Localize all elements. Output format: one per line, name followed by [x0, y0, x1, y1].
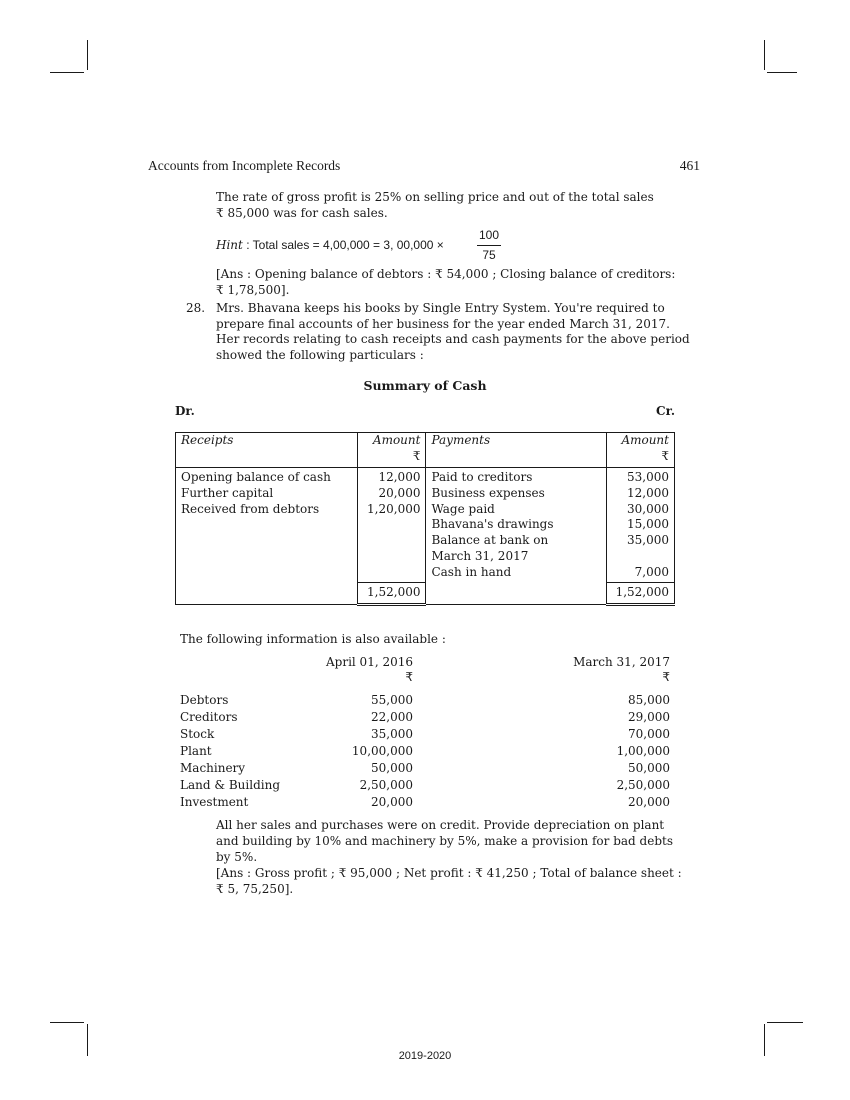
payments-column: [426, 468, 607, 583]
payment-amount-column: [607, 468, 675, 583]
crop-mark: [50, 72, 84, 73]
payment-label: Cash in hand: [431, 564, 512, 579]
receipt-amount: 20,000: [378, 485, 421, 500]
info-value-april: 35,000: [371, 727, 413, 741]
question-line: Mrs. Bhavana keeps his books by Single Entry System. You're required to: [216, 301, 665, 315]
crop-mark: [87, 40, 88, 70]
info-label: Land & Building: [180, 778, 280, 792]
cash-summary-title: Summary of Cash: [363, 378, 487, 393]
payment-label: Paid to creditors: [431, 470, 533, 484]
question-line: showed the following particulars :: [216, 348, 424, 362]
receipt-label: Received from debtors: [181, 501, 320, 516]
info-value-april: 50,000: [371, 761, 413, 775]
payment-label: Wage paid: [431, 501, 495, 516]
info-value-march: 70,000: [628, 727, 670, 741]
crop-mark: [764, 40, 765, 70]
payment-amount: 30,000: [627, 501, 669, 516]
info-value-april: 20,000: [371, 795, 413, 809]
col1-currency: ₹: [405, 670, 413, 684]
intro-line-2: ₹ 85,000 was for cash sales.: [216, 206, 388, 220]
receipt-label: Further capital: [181, 485, 274, 500]
debit-marker: Dr.: [175, 404, 195, 418]
col2-currency: ₹: [662, 670, 670, 684]
payment-amount: [612, 549, 669, 565]
info-value-april: 2,50,000: [359, 778, 413, 792]
col1-header: April 01, 2016: [325, 655, 413, 669]
closing-answer-line-2: ₹ 5, 75,250].: [216, 882, 294, 896]
fraction-bar: [477, 245, 501, 246]
hint-text: : Total sales = 4,00,000 = 3, 00,000 ×: [242, 238, 444, 252]
info-value-march: 20,000: [628, 795, 670, 809]
question-line: prepare final accounts of her business for the year ended March 31, 2017.: [216, 317, 670, 331]
info-value-march: 2,50,000: [616, 778, 670, 792]
payment-amount: 7,000: [634, 564, 669, 579]
closing-line: All her sales and purchases were on credit. Provide depreciation on plant: [216, 818, 665, 832]
info-row: [180, 761, 670, 778]
info-value-april: 55,000: [371, 693, 413, 707]
payment-amount: 15,000: [627, 517, 669, 532]
total-receipts: 1,52,000: [358, 582, 426, 605]
amount-header: Amount ₹: [607, 433, 675, 468]
info-row: [180, 778, 670, 795]
closing-line: by 5%.: [216, 850, 258, 864]
payment-label: Bhavana's drawings: [431, 517, 554, 532]
crop-mark: [50, 1022, 84, 1023]
info-value-march: 1,00,000: [616, 744, 670, 758]
credit-marker: Cr.: [656, 404, 675, 418]
running-header-title: Accounts from Incomplete Records: [148, 158, 341, 173]
hint-formula: [216, 237, 444, 253]
info-value-april: 22,000: [371, 710, 413, 724]
footer-year: 2019-2020: [398, 1050, 452, 1062]
col2-header: March 31, 2017: [573, 655, 670, 669]
hint-numerator: 100: [478, 228, 500, 242]
info-row: [180, 744, 670, 761]
crop-mark: [767, 1022, 803, 1023]
info-value-march: 29,000: [628, 710, 670, 724]
info-label: Stock: [180, 727, 215, 741]
closing-answer-line-1: [Ans : Gross profit ; ₹ 95,000 ; Net profit : ₹ 41,250 ; Total of balance sheet :: [216, 866, 682, 880]
payment-label: Business expenses: [431, 485, 545, 500]
info-label: Debtors: [180, 693, 229, 707]
receipt-amount: 1,20,000: [367, 501, 421, 516]
payments-header: Payments: [426, 433, 607, 468]
page-number: 461: [679, 158, 700, 173]
receipt-amount: 12,000: [378, 470, 421, 484]
cash-summary-table: [175, 432, 675, 606]
table-body: [176, 468, 675, 583]
table-header-row: [176, 433, 675, 468]
info-row: [180, 710, 670, 727]
info-value-march: 85,000: [628, 693, 670, 707]
hint-label: Hint: [216, 238, 243, 252]
info-label: Investment: [180, 795, 249, 809]
intro-line-1: The rate of gross profit is 25% on selling price and out of the total sales: [216, 190, 654, 204]
info-row: [180, 795, 670, 812]
payment-label: Balance at bank on: [431, 533, 549, 548]
receipts-header: Receipts: [176, 433, 358, 468]
info-label: Plant: [180, 744, 212, 758]
info-row: [180, 693, 670, 710]
receipt-amount-column: [358, 468, 426, 583]
closing-line: and building by 10% and machinery by 5%, make a provision for bad debts: [216, 834, 673, 848]
amount-header: Amount ₹: [358, 433, 426, 468]
intro-answer-line-1: [Ans : Opening balance of debtors : ₹ 54,000 ; Closing balance of creditors:: [216, 267, 676, 281]
receipts-column: [176, 468, 358, 583]
receipt-label: Opening balance of cash: [181, 470, 331, 484]
additional-info-intro: The following information is also available :: [180, 632, 446, 646]
crop-mark: [767, 72, 797, 73]
info-row: [180, 727, 670, 744]
total-row: [176, 582, 675, 605]
payment-amount: 53,000: [627, 470, 669, 484]
info-label: Creditors: [180, 710, 238, 724]
info-value-april: 10,00,000: [351, 744, 413, 758]
payment-amount: 12,000: [627, 485, 669, 500]
payment-amount: 35,000: [627, 533, 669, 548]
question-number: 28.: [186, 301, 206, 315]
info-value-march: 50,000: [628, 761, 670, 775]
info-label: Machinery: [180, 761, 246, 775]
crop-mark: [764, 1024, 765, 1056]
total-payments: 1,52,000: [607, 582, 675, 605]
payment-label: March 31, 2017: [431, 548, 529, 563]
crop-mark: [87, 1024, 88, 1056]
hint-denominator: 75: [482, 248, 496, 262]
question-line: Her records relating to cash receipts and cash payments for the above period: [216, 332, 690, 346]
intro-answer-line-2: ₹ 1,78,500].: [216, 283, 290, 297]
